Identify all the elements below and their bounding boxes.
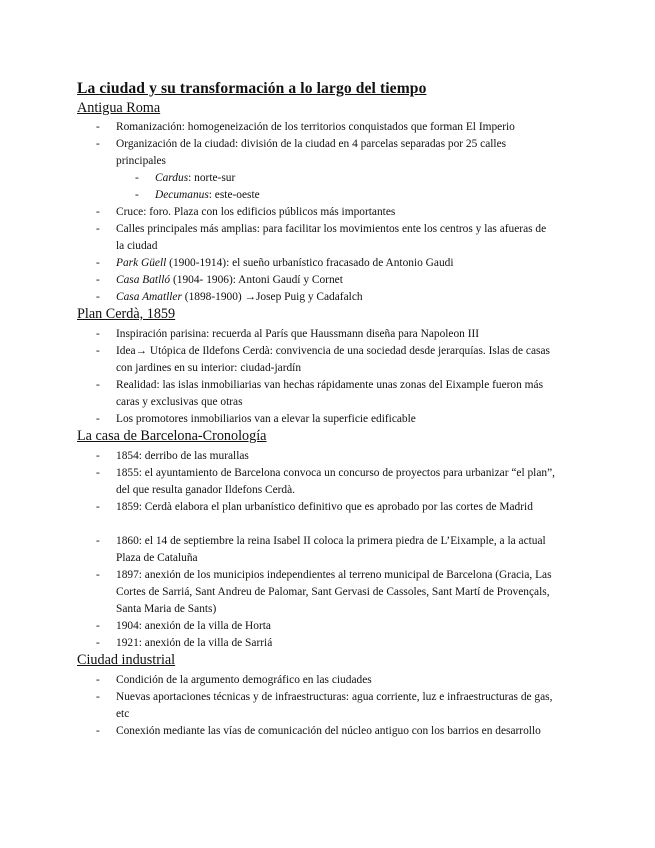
section-heading-ciudad-industrial: Ciudad industrial bbox=[77, 652, 176, 668]
document-page: La ciudad y su transformación a lo largo del tiempo Antigua Roma - Romanización: homogeneización de los territorios conquistados que forman El Imperio - Organización de la ciudad: división de la ciudad en 4 parcelas separadas por 25 calles principales - Cardus: norte-sur - Decumanus: este-oeste - Cruce: foro. Plaza con los edificios públicos más importantes - Calles principales más amplias: para facilitar los movimientos ente los centros y las afueras de la ciudad - Park Güell (1900-1914): el sueño urbanístico fracasado de Antonio Gaudi - Casa Batlló (1904- 1906): Antoni Gaudí y Cornet - Casa Amatller (1898-1900) →Josep Puig y Cadafalch Plan Cerdà, 1859 - Inspiración parisina: recuerda al París que Haussmann diseña para Napoleon III - Idea→ Utópica de Ildefons Cerdà: convivencia de una sociedad desde jerarquías. Islas de casas con jardines en su interior: ciudad-jardín - Realidad: las islas inmobiliarias van hechas rápidamente unas zonas del Eixample fueron más caras y exclusivas que otras - Los promotores inmobiliarios van a elevar la superficie edificable La casa de Barcelona-Cronología - 1854: derribo de las murallas - 1855: el ayuntamiento de Barcelona convoca un concurso de proyectos para urbanizar “el plan”, del que resulta ganador Ildefons Cerdà. - 1859: Cerdà elabora el plan urbanístico definitivo que es aprobado por las cortes de Madrid - 1860: el 14 de septiembre la reina Isabel II coloca la primera piedra de L’Eixample, a la actual Plaza de Cataluña - 1897: anexión de los municipios independientes al terreno municipal de Barcelona (Gracia, Las Cortes de Sarriá, Sant Andreu de Palomar, Sant Gervasi de Cassoles, Sant Martí de Provençals, Santa Maria de Sants) - 1904: anexión de la villa de Horta - 1921: anexión de la villa de Sarriá Ciudad industrial - Condición de la argumento demográfico en las ciudades - Nuevas aportaciones técnicas y de infraestructuras: agua corriente, luz e infraestructuras de gas, etc - Conexión mediante las vías de comunicación del núcleo antiguo con los barrios en desarrollo bbox=[77, 80, 555, 737]
document-title: La ciudad y su transformación a lo largo del tiempo bbox=[77, 80, 427, 97]
section-heading-antigua-roma: Antigua Roma bbox=[77, 100, 161, 116]
section-heading-cronologia: La casa de Barcelona-Cronología bbox=[77, 428, 267, 444]
section-heading-plan-cerda: Plan Cerdà, 1859 bbox=[77, 306, 176, 322]
